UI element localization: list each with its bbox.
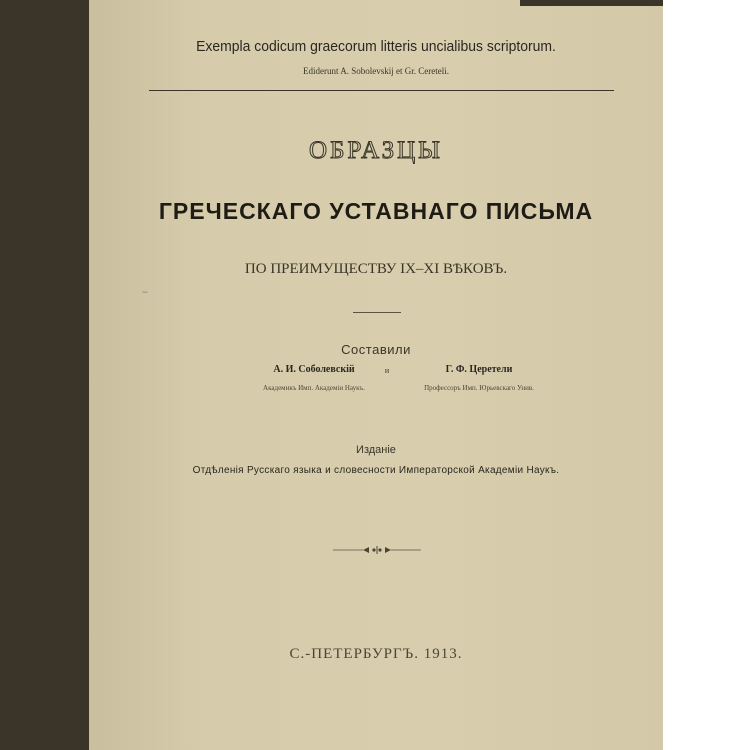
ornament-divider: [333, 544, 421, 556]
top-rule: [149, 90, 614, 91]
author-2-title: Профессоръ Имп. Юрьевскаго Унив.: [424, 384, 534, 392]
latin-editors: Ediderunt A. Sobolevskij et Gr. Cereteli.: [303, 66, 449, 76]
title-page: [89, 0, 663, 750]
background-right: [663, 0, 750, 750]
top-edge-shadow: [520, 0, 663, 6]
title-line-3: ПО ПРЕИМУЩЕСТВУ IX–XI ВѢКОВЪ.: [244, 261, 508, 277]
department-line: Отдѣленія Русскаго языка и словесности Императорской Академіи Наукъ.: [192, 465, 560, 476]
edition-label: Изданіе: [356, 444, 396, 456]
conjunction: и: [384, 366, 390, 375]
imprint: С.-ПЕТЕРБУРГЪ. 1913.: [289, 646, 463, 662]
background-left: [0, 0, 89, 750]
compiled-by-label: Составили: [341, 342, 411, 357]
latin-title: Exempla codicum graecorum litteris uncialibus scriptorum.: [196, 38, 556, 55]
divider-rule: [353, 312, 401, 313]
author-1-title: Академикъ Имп. Академіи Наукъ.: [263, 384, 365, 392]
author-1-name: А. И. Соболевскій: [273, 364, 355, 375]
title-line-1: ОБРАЗЦЫ: [309, 137, 443, 164]
title-line-2: ГРЕЧЕСКАГО УСТАВНАГО ПИСЬМА: [158, 198, 594, 224]
author-2-name: Г. Ф. Церетели: [445, 364, 513, 375]
margin-mark: ~: [141, 288, 149, 298]
